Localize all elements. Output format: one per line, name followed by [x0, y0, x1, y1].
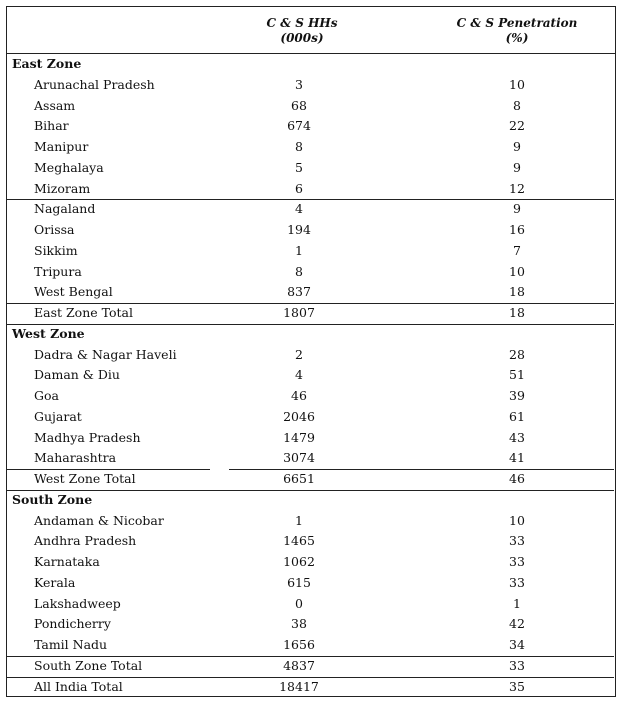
table-row — [7, 282, 615, 302]
header-hhs-title: C & S HHs — [266, 16, 338, 30]
row-penetration-value: 12 — [509, 180, 525, 196]
row-penetration-value: 34 — [509, 637, 525, 652]
table-row — [7, 220, 615, 240]
row-label: Bihar — [34, 118, 69, 134]
row-label: Pondicherry — [34, 616, 111, 632]
row-hhs-value: 1 — [295, 512, 303, 528]
table-row — [7, 116, 615, 136]
zone-total-row — [7, 469, 615, 489]
table-row — [7, 635, 615, 655]
table-row — [7, 241, 615, 261]
row-penetration-value: 7 — [513, 242, 521, 258]
zone-total-row — [7, 303, 615, 323]
row-label: East Zone Total — [34, 305, 133, 320]
row-label: Goa — [34, 388, 59, 403]
row-label: Lakshadweep — [34, 595, 121, 611]
row-hhs-value: 5 — [295, 159, 303, 175]
row-hhs-value: 615 — [287, 574, 311, 590]
table-row — [7, 179, 615, 199]
row-label: West Zone Total — [34, 471, 136, 486]
table-row — [7, 428, 615, 448]
row-hhs-value: 1 — [295, 242, 303, 258]
zone-total-row — [7, 656, 615, 676]
row-hhs-value: 6 — [295, 180, 303, 196]
row-label: Mizoram — [34, 180, 91, 196]
row-label: Manipur — [34, 139, 89, 154]
row-hhs-value: 8 — [295, 139, 303, 154]
header-penetration-title: C & S Penetration — [456, 16, 578, 30]
row-label: Sikkim — [34, 242, 78, 258]
header-penetration-unit: (%) — [505, 31, 529, 45]
table-row — [7, 448, 615, 468]
row-penetration-value: 9 — [513, 159, 521, 175]
row-label: Dadra & Nagar Haveli — [34, 346, 177, 362]
row-label: Andaman & Nicobar — [34, 512, 164, 528]
row-penetration-value: 39 — [509, 388, 525, 403]
table-row — [7, 96, 615, 116]
row-hhs-value: 1465 — [283, 533, 315, 549]
table-row — [7, 158, 615, 178]
row-hhs-value: 1656 — [283, 637, 315, 652]
row-hhs-value: 2 — [295, 346, 303, 362]
row-hhs-value: 0 — [295, 595, 303, 611]
row-hhs-value: 3 — [295, 76, 303, 92]
row-penetration-value: 9 — [513, 139, 521, 154]
row-label: Gujarat — [34, 408, 82, 424]
row-label: All India Total — [34, 678, 123, 694]
table-row — [7, 386, 615, 406]
row-penetration-value: 46 — [509, 471, 525, 486]
table-row — [7, 552, 615, 572]
row-label: Maharashtra — [34, 450, 117, 466]
row-penetration-value: 33 — [509, 554, 525, 569]
table-row — [7, 573, 615, 593]
zone-title: South Zone — [12, 491, 93, 507]
row-hhs-value: 68 — [291, 97, 307, 113]
row-penetration-value: 33 — [509, 574, 525, 590]
table-row — [7, 365, 615, 385]
row-label: Nagaland — [34, 201, 96, 217]
row-penetration-value: 22 — [509, 118, 525, 134]
row-penetration-value: 18 — [509, 284, 525, 300]
row-label: Tamil Nadu — [34, 637, 108, 652]
row-hhs-value: 46 — [291, 388, 307, 403]
row-label: West Bengal — [34, 284, 113, 300]
table-row — [7, 594, 615, 614]
table-row — [7, 75, 615, 95]
grand-total-row — [7, 677, 615, 697]
zone-title: East Zone — [12, 56, 82, 71]
row-penetration-value: 28 — [509, 346, 525, 362]
row-hhs-value: 2046 — [283, 408, 315, 424]
row-hhs-value: 38 — [291, 616, 307, 632]
table-row — [7, 407, 615, 427]
row-hhs-value: 18417 — [279, 678, 319, 694]
row-hhs-value: 1479 — [283, 429, 315, 445]
row-penetration-value: 43 — [509, 429, 525, 445]
row-hhs-value: 4 — [295, 367, 303, 383]
row-label: South Zone Total — [34, 657, 143, 673]
cs-penetration-table — [6, 6, 616, 697]
row-label: Karnataka — [34, 554, 100, 569]
row-label: Meghalaya — [34, 159, 104, 175]
row-penetration-value: 51 — [509, 367, 525, 383]
row-penetration-value: 16 — [509, 222, 525, 237]
table-row — [7, 511, 615, 531]
row-penetration-value: 42 — [509, 616, 525, 632]
row-penetration-value: 8 — [513, 97, 521, 113]
zone-title: West Zone — [12, 325, 85, 341]
row-hhs-value: 6651 — [283, 471, 315, 486]
row-penetration-value: 9 — [513, 201, 521, 217]
row-penetration-value: 18 — [509, 305, 525, 320]
row-penetration-value: 10 — [509, 263, 525, 279]
header-hhs — [217, 16, 387, 46]
table-row — [7, 199, 615, 219]
row-hhs-value: 674 — [287, 118, 311, 134]
row-penetration-value: 35 — [509, 678, 525, 694]
row-penetration-value: 33 — [509, 533, 525, 549]
row-penetration-value: 61 — [509, 408, 525, 424]
row-label: Tripura — [34, 263, 82, 279]
row-label: Madhya Pradesh — [34, 429, 141, 445]
row-hhs-value: 8 — [295, 263, 303, 279]
table-row — [7, 614, 615, 634]
row-label: Andhra Pradesh — [34, 533, 137, 549]
row-label: Assam — [34, 97, 76, 113]
row-penetration-value: 10 — [509, 512, 525, 528]
table-row — [7, 345, 615, 365]
row-hhs-value: 1062 — [283, 554, 315, 569]
row-label: Arunachal Pradesh — [34, 76, 155, 92]
row-penetration-value: 33 — [509, 657, 525, 673]
row-label: Kerala — [34, 574, 76, 590]
table-row — [7, 262, 615, 282]
row-penetration-value: 41 — [509, 450, 525, 466]
header-hhs-unit: (000s) — [280, 31, 324, 45]
row-label: Daman & Diu — [34, 367, 120, 383]
table-row — [7, 531, 615, 551]
table-header — [7, 7, 615, 54]
row-penetration-value: 10 — [509, 76, 525, 92]
row-hhs-value: 4837 — [283, 657, 315, 673]
row-hhs-value: 3074 — [283, 450, 315, 466]
row-hhs-value: 837 — [287, 284, 311, 300]
row-hhs-value: 194 — [287, 222, 311, 237]
table-row — [7, 137, 615, 157]
header-penetration — [417, 16, 617, 46]
row-hhs-value: 4 — [295, 201, 303, 217]
row-hhs-value: 1807 — [283, 305, 315, 320]
row-penetration-value: 1 — [513, 595, 521, 611]
row-label: Orissa — [34, 222, 75, 237]
